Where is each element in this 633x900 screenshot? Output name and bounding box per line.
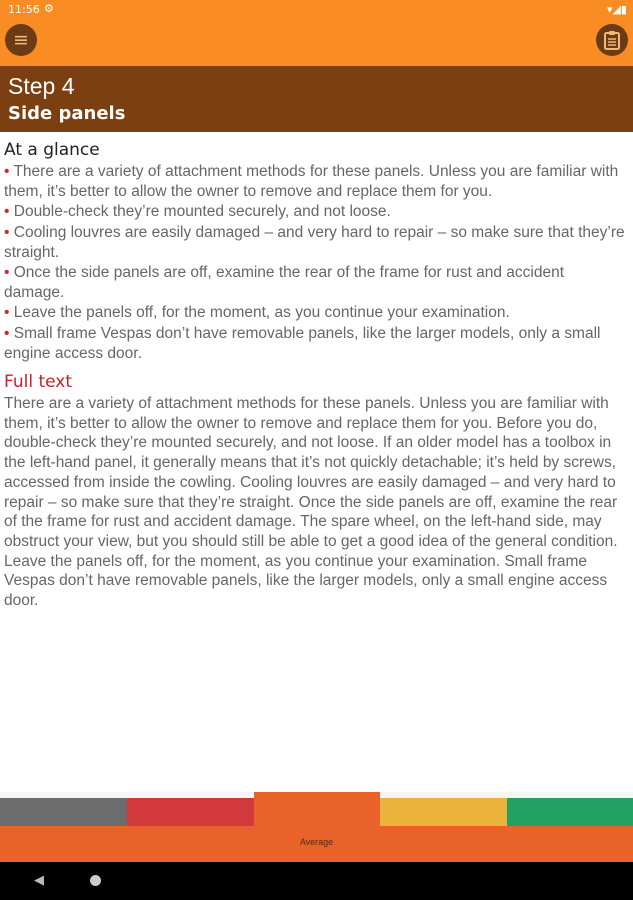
step-title: Step 4 xyxy=(8,73,75,99)
full-text-body: There are a variety of attachment methods for these panels. Unless you are familiar with them, it’s better to allow the owner to remove and replace them for you. Before you do, double-check they’re mounted securely, and not loose. If an older model has a toolbox in the left-hand panel, it generally means that it’s not quickly detachable; it’s held by screws, accessed from inside the cowling. Cooling louvres are easily damaged – and very hard to repair – so make sure that they’re straight. Once the side panels are off, examine the rear of the frame for rust and accident damage. The spare wheel, on the left-hand side, may obstruct your view, but you should still be able to get a good idea of the general condition. Leave the panels off, for the moment, as you continue your examination. Small frame Vespas don’t have removable panels, like the larger models, only a small engine access door. xyxy=(4,395,618,610)
rating-option-2[interactable] xyxy=(127,798,254,826)
status-icons: ▾◢▮ xyxy=(606,3,627,16)
bullet-item: • Cooling louvres are easily damaged – and very hard to repair – so make sure that they’re straight. xyxy=(4,223,625,261)
bullet-item: • Once the side panels are off, examine the rear of the frame for rust and accident damage. xyxy=(4,264,565,302)
app-bar xyxy=(0,18,633,66)
gear-icon: ⚙ xyxy=(44,2,54,15)
bullet-dot-icon: • xyxy=(4,324,10,342)
content-panel xyxy=(0,132,633,792)
status-bar xyxy=(0,0,633,18)
rating-option-5[interactable] xyxy=(507,798,633,826)
rating-option-4[interactable] xyxy=(380,798,507,826)
rating-option-1[interactable] xyxy=(0,798,127,826)
at-a-glance-heading: At a glance xyxy=(4,140,100,160)
status-time: 11:56 xyxy=(8,3,40,16)
bullet-list xyxy=(4,162,627,364)
bullet-item: • Leave the panels off, for the moment, as you continue your examination. xyxy=(4,304,510,322)
rating-label: Average xyxy=(299,837,334,847)
system-nav-bar xyxy=(0,862,633,900)
hamburger-menu-icon[interactable]: ≡ xyxy=(5,24,37,56)
clipboard-icon[interactable] xyxy=(596,24,628,56)
rating-option-3-selected[interactable] xyxy=(254,792,380,826)
back-icon[interactable]: ◀ xyxy=(34,872,44,887)
full-text-heading: Full text xyxy=(4,372,73,393)
step-header xyxy=(0,66,633,132)
bullet-dot-icon: • xyxy=(4,163,10,180)
bullet-item: • There are a variety of attachment methods for these panels. Unless you are familiar with them, it’s better to allow the owner to remove and replace them for you. xyxy=(4,163,619,201)
home-icon[interactable] xyxy=(90,875,101,886)
rating-label-band xyxy=(0,826,633,862)
bullet-dot-icon: • xyxy=(4,223,10,241)
rating-bar xyxy=(0,792,633,862)
bullet-item: • Double-check they’re mounted securely, and not loose. xyxy=(4,203,391,221)
step-subtitle: Side panels xyxy=(8,103,126,124)
bullet-dot-icon: • xyxy=(4,264,10,282)
bullet-dot-icon: • xyxy=(4,203,10,221)
bullet-dot-icon: • xyxy=(4,304,10,322)
bullet-item: • Small frame Vespas don’t have removable panels, like the larger models, only a small engine access door. xyxy=(4,324,601,362)
